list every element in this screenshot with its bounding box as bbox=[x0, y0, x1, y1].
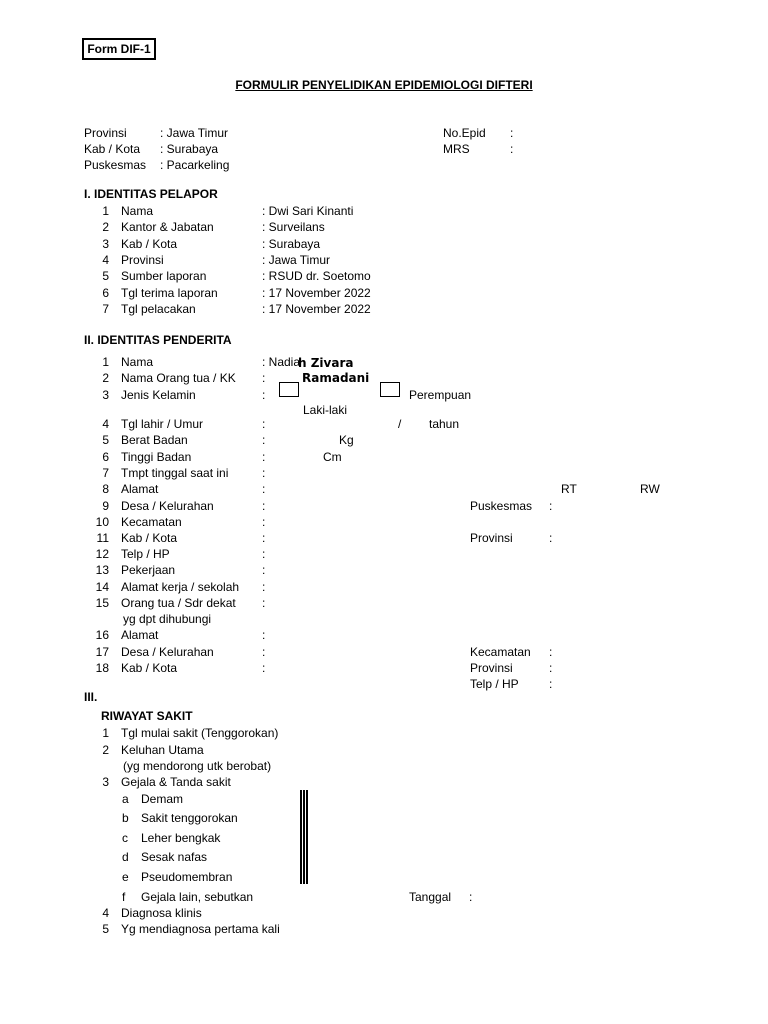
row-number: 2 bbox=[102, 371, 109, 385]
field-label: Telp / HP bbox=[121, 547, 170, 561]
row-number: 4 bbox=[102, 417, 109, 431]
symptom-label: Sesak nafas bbox=[141, 850, 208, 864]
field-label: Nama bbox=[121, 355, 154, 369]
field-value: : bbox=[262, 580, 266, 594]
row-number: 4 bbox=[102, 906, 109, 920]
telp-field-colon: : bbox=[549, 677, 553, 691]
tanggal-colon: : bbox=[469, 890, 473, 904]
field-value: : bbox=[262, 417, 266, 431]
field-value: : RSUD dr. Soetomo bbox=[262, 269, 371, 284]
symptom-label: Gejala lain, sebutkan bbox=[141, 890, 254, 904]
symptom-letter: c bbox=[122, 831, 128, 845]
field-value: : 17 November 2022 bbox=[262, 285, 371, 300]
symptom-letter: e bbox=[122, 870, 129, 884]
tahun-label: tahun bbox=[429, 417, 460, 431]
form-id-box: Form DIF-1 bbox=[82, 38, 156, 60]
row-number: 3 bbox=[102, 236, 109, 251]
symptom-divider-line bbox=[303, 790, 305, 884]
perempuan-label: Perempuan bbox=[409, 388, 472, 402]
provinsi-label: Provinsi bbox=[84, 126, 127, 140]
row-number: 18 bbox=[95, 661, 109, 675]
row-number: 8 bbox=[102, 482, 109, 496]
provinsi2-field-label: Provinsi bbox=[470, 661, 513, 675]
field-value: : bbox=[262, 645, 266, 659]
row-number: 1 bbox=[102, 355, 109, 369]
row-number: 2 bbox=[102, 220, 109, 235]
kab-label: Kab / Kota bbox=[84, 142, 141, 156]
rt-label: RT bbox=[561, 482, 577, 496]
row-number: 11 bbox=[96, 531, 109, 545]
symptom-label: Leher bengkak bbox=[141, 831, 221, 845]
puskesmas-field-colon: : bbox=[549, 499, 553, 513]
field-label: Kab / Kota bbox=[121, 236, 178, 251]
section1-title: I. IDENTITAS PELAPOR bbox=[84, 187, 218, 201]
row-number: 2 bbox=[102, 743, 109, 757]
row-number: 3 bbox=[102, 775, 109, 789]
row-number: 13 bbox=[95, 563, 109, 577]
row-number: 5 bbox=[102, 433, 109, 447]
field-value: : bbox=[262, 563, 266, 577]
row-number: 10 bbox=[95, 515, 109, 529]
puskesmas-field-label: Puskesmas bbox=[470, 499, 533, 513]
field-value: : Nadia bbox=[262, 355, 301, 369]
field-label: Jenis Kelamin bbox=[121, 388, 196, 402]
field-label: Berat Badan bbox=[121, 433, 188, 447]
symptom-letter: d bbox=[122, 850, 129, 864]
field-label: Pekerjaan bbox=[121, 563, 176, 577]
symptom-label: Demam bbox=[141, 792, 184, 806]
field-value: : bbox=[262, 450, 266, 464]
field-label: Kantor & Jabatan bbox=[121, 220, 214, 235]
kecamatan-field-label: Kecamatan bbox=[470, 645, 531, 659]
age-slash: / bbox=[398, 417, 402, 431]
field-label: Tgl mulai sakit (Tenggorokan) bbox=[121, 726, 279, 740]
symptom-divider-line bbox=[300, 790, 302, 884]
field-label: (yg mendorong utk berobat) bbox=[123, 759, 272, 773]
row-number: 12 bbox=[95, 547, 109, 561]
mrs-colon: : bbox=[510, 142, 514, 156]
field-value: : Surveilans bbox=[262, 220, 325, 235]
symptom-letter: b bbox=[122, 811, 129, 825]
field-label: Yg mendiagnosa pertama kali bbox=[121, 922, 280, 936]
section3-title: RIWAYAT SAKIT bbox=[101, 709, 193, 723]
field-value: : bbox=[262, 596, 266, 610]
field-value: : bbox=[262, 547, 266, 561]
field-value: : bbox=[262, 433, 266, 447]
field-label: Alamat kerja / sekolah bbox=[121, 580, 240, 594]
field-label: Sumber laporan bbox=[121, 269, 207, 284]
row-number: 6 bbox=[102, 450, 109, 464]
name-handwritten-2: Ramadani bbox=[302, 371, 370, 385]
kab-value: : Surabaya bbox=[160, 142, 219, 156]
checkbox-perempuan[interactable] bbox=[380, 382, 400, 397]
field-value: : Surabaya bbox=[262, 236, 321, 251]
field-label: Tgl pelacakan bbox=[121, 301, 196, 316]
checkbox-laki-laki[interactable] bbox=[279, 382, 299, 397]
symptom-label: Sakit tenggorokan bbox=[141, 811, 238, 825]
field-label: Provinsi bbox=[121, 252, 164, 267]
field-label: Keluhan Utama bbox=[121, 743, 204, 757]
telp-field-label: Telp / HP bbox=[470, 677, 519, 691]
row-number: 4 bbox=[102, 252, 109, 267]
noepid-colon: : bbox=[510, 126, 514, 140]
row-number: 9 bbox=[102, 499, 109, 513]
row-number: 14 bbox=[95, 580, 109, 594]
row-number: 5 bbox=[102, 922, 109, 936]
field-label: Kecamatan bbox=[121, 515, 182, 529]
row-number: 5 bbox=[102, 269, 109, 284]
row-number: 16 bbox=[95, 628, 109, 642]
field-value: : Dwi Sari Kinanti bbox=[262, 204, 354, 218]
cm-label: Cm bbox=[323, 450, 342, 464]
field-value: : bbox=[262, 499, 266, 513]
symptom-letter: a bbox=[122, 792, 129, 806]
provinsi-field-colon: : bbox=[549, 531, 553, 545]
field-label: Gejala & Tanda sakit bbox=[121, 775, 231, 789]
field-label: Tmpt tinggal saat ini bbox=[121, 466, 229, 480]
field-label: Tgl lahir / Umur bbox=[121, 417, 204, 431]
field-value: : bbox=[262, 628, 266, 642]
row-number: 17 bbox=[95, 645, 109, 659]
mrs-label: MRS bbox=[443, 142, 470, 156]
field-label: Alamat bbox=[121, 482, 159, 496]
noepid-label: No.Epid bbox=[443, 126, 486, 140]
row-number: 3 bbox=[102, 388, 109, 402]
field-value: : 17 November 2022 bbox=[262, 301, 371, 316]
field-value: : bbox=[262, 661, 266, 675]
section2-title: II. IDENTITAS PENDERITA bbox=[84, 333, 232, 347]
row-number: 15 bbox=[95, 596, 109, 610]
field-value: : Jawa Timur bbox=[262, 252, 331, 267]
field-label: Desa / Kelurahan bbox=[121, 645, 214, 659]
field-value: : bbox=[262, 515, 266, 529]
puskesmas-value: : Pacarkeling bbox=[160, 158, 230, 172]
field-label: Tinggi Badan bbox=[121, 450, 192, 464]
provinsi-field-label: Provinsi bbox=[470, 531, 513, 545]
tanggal-label: Tanggal bbox=[409, 890, 452, 904]
field-label: Kab / Kota bbox=[121, 661, 178, 675]
symptom-divider-line bbox=[306, 790, 308, 884]
kg-label: Kg bbox=[339, 433, 354, 447]
field-label: Tgl terima laporan bbox=[121, 285, 218, 300]
symptom-letter: f bbox=[122, 890, 126, 904]
field-label: Orang tua / Sdr dekat bbox=[121, 596, 236, 610]
field-label: yg dpt dihubungi bbox=[123, 612, 212, 626]
field-label: Nama Orang tua / KK bbox=[121, 371, 236, 385]
field-value: : bbox=[262, 466, 266, 480]
field-value: : bbox=[262, 482, 266, 496]
field-label: Diagnosa klinis bbox=[121, 906, 202, 920]
symptom-label: Pseudomembran bbox=[141, 870, 233, 884]
row-number: 6 bbox=[102, 285, 109, 300]
field-label: Alamat bbox=[121, 628, 159, 642]
field-value: : bbox=[262, 531, 266, 545]
row-number: 1 bbox=[102, 204, 109, 218]
puskesmas-label: Puskesmas bbox=[84, 158, 147, 172]
field-label: Desa / Kelurahan bbox=[121, 499, 214, 513]
section3-number: III. bbox=[84, 690, 98, 704]
row-number: 7 bbox=[102, 301, 109, 316]
form-title: FORMULIR PENYELIDIKAN EPIDEMIOLOGI DIFTERI bbox=[235, 78, 533, 92]
name-handwritten-1: h Zivara bbox=[298, 356, 354, 370]
field-value: : bbox=[262, 371, 266, 385]
laki-laki-label: Laki-laki bbox=[303, 403, 348, 417]
row-number: 1 bbox=[102, 726, 109, 740]
field-label: Kab / Kota bbox=[121, 531, 178, 545]
provinsi-value: : Jawa Timur bbox=[160, 126, 229, 140]
field-label: Nama bbox=[121, 204, 154, 218]
kecamatan-field-colon: : bbox=[549, 645, 553, 659]
rw-label: RW bbox=[640, 482, 660, 496]
field-value: : bbox=[262, 388, 266, 402]
row-number: 7 bbox=[102, 466, 109, 480]
provinsi2-field-colon: : bbox=[549, 661, 553, 675]
